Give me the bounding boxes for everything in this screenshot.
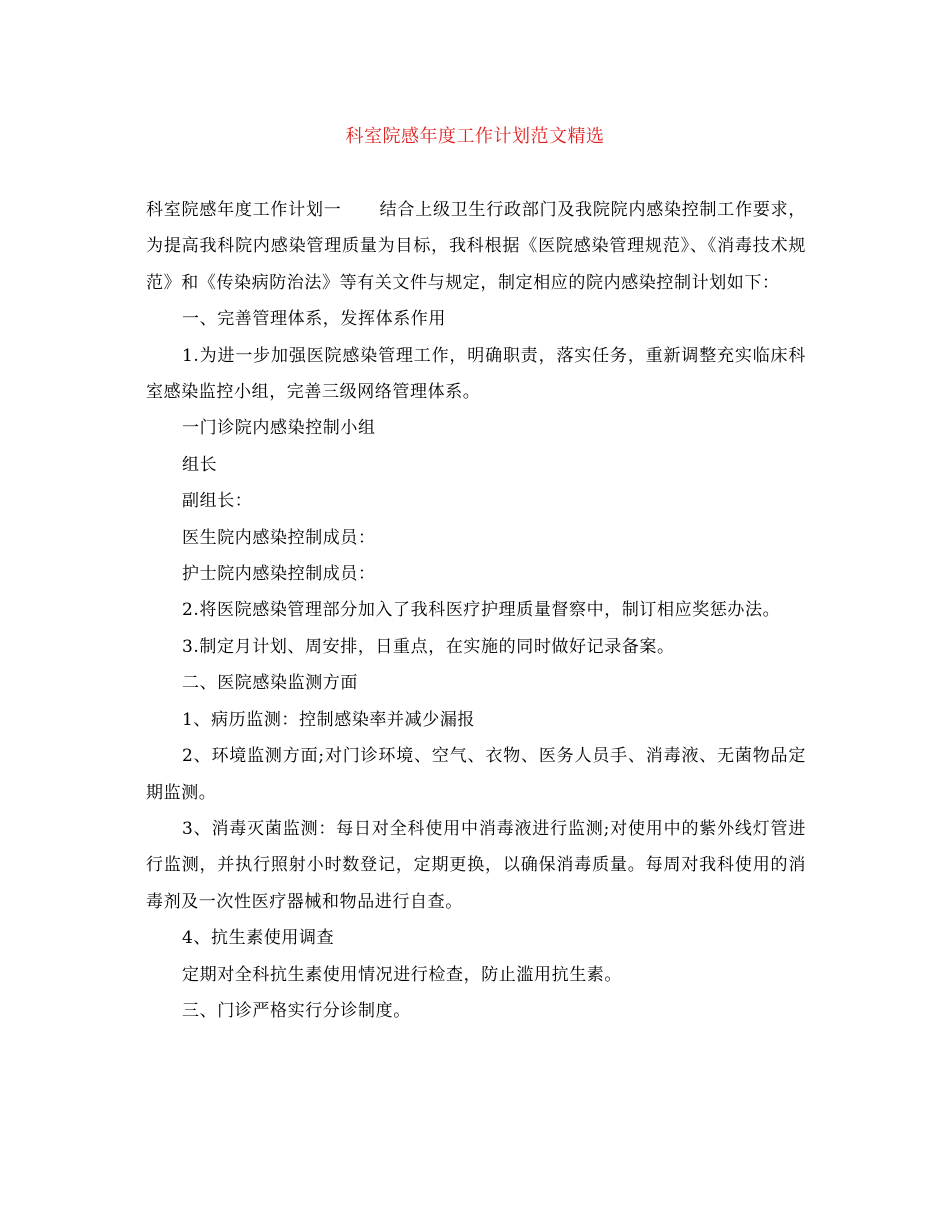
paragraph-2-4-detail: 定期对全科抗生素使用情况进行检查，防止滥用抗生素。 — [182, 964, 622, 985]
group-leader: 组长 — [182, 454, 218, 475]
paragraph-2-3: 3、消毒灭菌监测：每日对全科使用中消毒液进行监测;对使用中的紫外线灯管进行监测，并执行照射小时数登记，定期更换，以确保消毒质量。每周对我科使用的消毒剂及一次性医疗器械和物品进行自查。 — [146, 818, 806, 912]
paragraph-1-1: 1.为进一步加强医院感染管理工作，明确职责，落实任务，重新调整充实临床科室感染监控小组，完善三级网络管理体系。 — [146, 345, 806, 403]
paragraph-1-3: 3.制定月计划、周安排，日重点，在实施的同时做好记录备案。 — [182, 636, 675, 657]
paragraph-2-2: 2、环境监测方面;对门诊环境、空气、衣物、医务人员手、消毒液、无菌物品定期监测。 — [146, 746, 806, 803]
document-body — [146, 192, 806, 1029]
group-nurse-members: 护士院内感染控制成员： — [182, 564, 376, 585]
paragraph-1-2: 2.将医院感染管理部分加入了我科医疗护理质量督察中，制订相应奖惩办法。 — [182, 600, 781, 621]
intro-lead: 科室院感年度工作计划一 — [146, 200, 342, 220]
group-title: 一门诊院内感染控制小组 — [182, 418, 376, 439]
paragraph-2-1: 1、病历监测：控制感染率并减少漏报 — [182, 709, 476, 730]
section-heading-3: 三、门诊严格实行分诊制度。 — [182, 1000, 411, 1021]
intro-paragraph — [146, 192, 806, 301]
document-title: 科室院感年度工作计划范文精选 — [345, 126, 605, 147]
group-doctor-members: 医生院内感染控制成员： — [182, 527, 376, 548]
paragraph-2-4: 4、抗生素使用调查 — [182, 928, 335, 949]
section-heading-2: 二、医院感染监测方面 — [182, 673, 358, 694]
group-deputy-leader: 副组长： — [182, 491, 253, 512]
intro-text: 结合上级卫生行政部门及我院院内感染控制工作要求，为提高我科院内感染管理质量为目标，我科根据《医院感染管理规范》、《消毒技术规范》和《传染病防治法》等有关文件与规定，制定相应的院内感染控制计划如下： — [146, 200, 806, 293]
section-heading-1: 一、完善管理体系，发挥体系作用 — [182, 309, 446, 330]
